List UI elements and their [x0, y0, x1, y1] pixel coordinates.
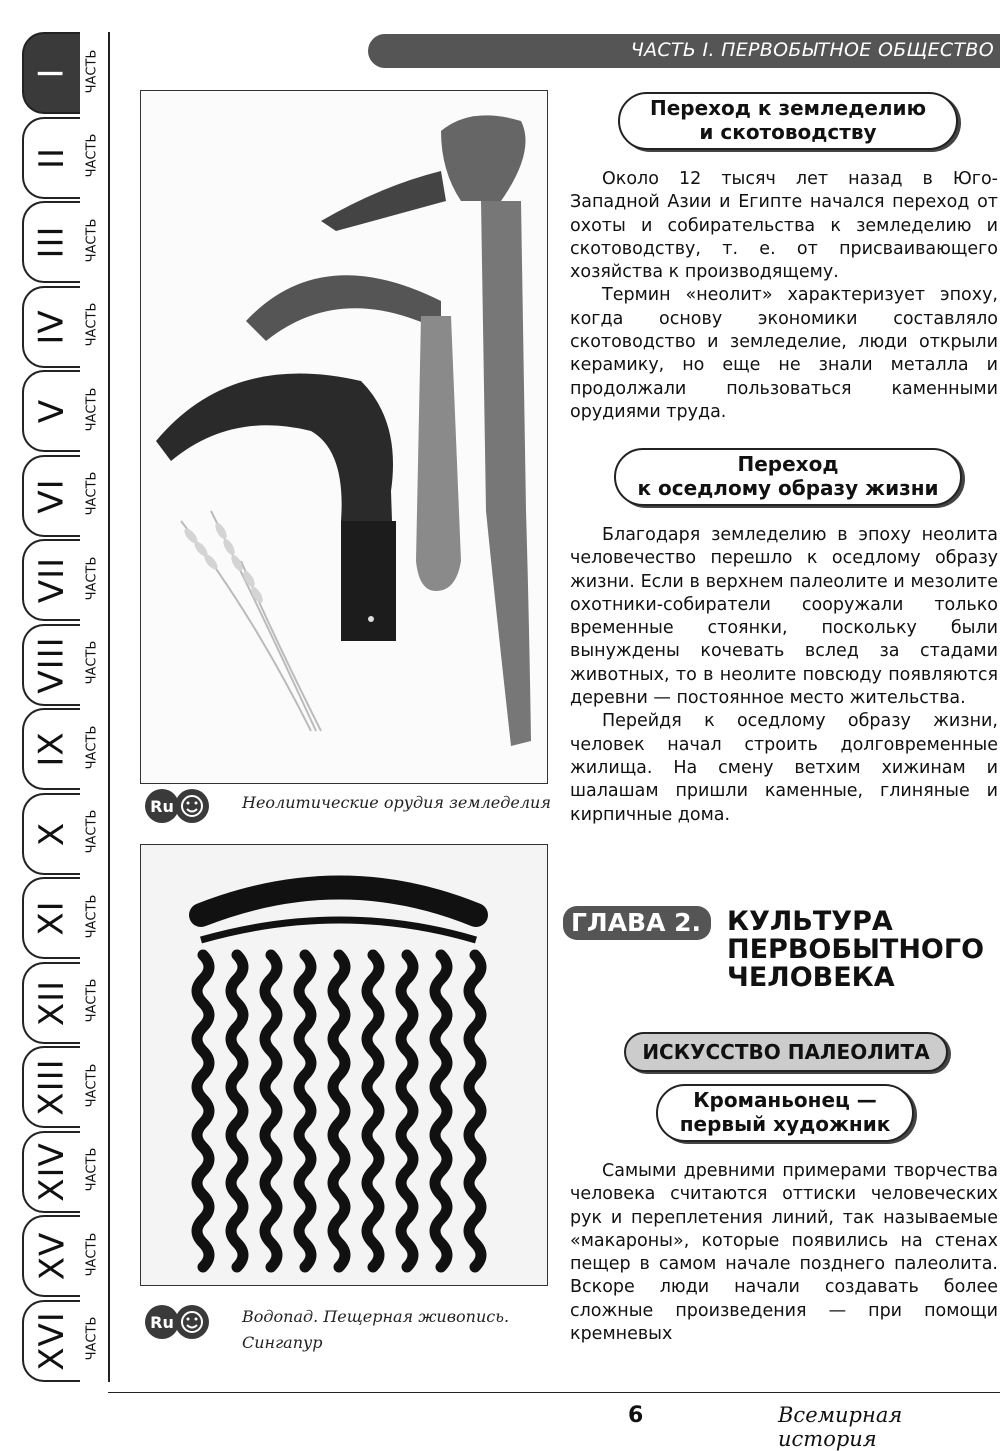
part-tab-label-text: ЧАСТЬ: [84, 1232, 100, 1276]
chapter-title-line: КУЛЬТУРА: [727, 906, 893, 937]
footer-rule: [108, 1392, 1000, 1393]
part-tab-number-text: X: [31, 821, 72, 846]
side-divider: [108, 32, 110, 1382]
part-tab-label: [80, 32, 104, 110]
part-tab-number: [22, 708, 80, 790]
chapter-title: [727, 908, 997, 992]
waterfall-strand: [265, 955, 277, 1267]
part-tab-label-text: ЧАСТЬ: [84, 49, 100, 93]
section-title-farming: [618, 92, 958, 150]
part-tab-label-text: ЧАСТЬ: [84, 1316, 100, 1361]
part-tab-label: [80, 539, 104, 617]
part-tab-label-text: ЧАСТЬ: [84, 302, 100, 347]
part-tab-label-text: ЧАСТЬ: [84, 809, 100, 854]
waterfall-strand: [333, 955, 345, 1267]
chapter-number: [563, 906, 711, 940]
part-tab-number-text: XVI: [32, 1310, 73, 1371]
svg-text:Ru: Ru: [150, 1313, 174, 1332]
fig2-caption-line2: Сингапур: [242, 1333, 323, 1352]
part-tab[interactable]: [22, 1131, 104, 1211]
waterfall-strand: [469, 955, 481, 1267]
part-tab-number-text: I: [32, 67, 72, 79]
part-tab-label: [80, 708, 104, 786]
part-tab-number-text: IX: [31, 731, 72, 767]
part-tab[interactable]: [22, 286, 104, 366]
part-tab-number: [22, 539, 80, 621]
waterfall-strand: [197, 955, 209, 1267]
part-tab[interactable]: [22, 455, 104, 535]
part-tab[interactable]: [22, 539, 104, 619]
part-tab-label-text: ЧАСТЬ: [84, 556, 100, 600]
fig2-caption-line1: Водопад. Пещерная живопись.: [242, 1307, 510, 1326]
cromagnon-text: [570, 1160, 998, 1346]
part-tab[interactable]: [22, 708, 104, 788]
part-tab-number-text: XV: [32, 1231, 72, 1281]
part-tab-label-text: ЧАСТЬ: [84, 1147, 100, 1192]
running-header: [368, 34, 1000, 68]
part-tab-label-text: ЧАСТЬ: [84, 640, 100, 685]
chapter-title-line: ПЕРВОБЫТНОГО: [727, 934, 985, 965]
part-tab-label: [80, 624, 104, 702]
paragraph: Благодаря земледелию в эпоху неолита человечество перешло к оседлому образу жизни. Если в верхнем палеолите и мезолите охотники-собиратели сооружали только временные стоянки, поскольку были вынуждены кочевать вслед за стадами животных, то в неолите повсюду появляются деревни — постоянное место жительства.: [570, 525, 998, 709]
part-tab[interactable]: [22, 877, 104, 957]
section-title-line: Переход: [737, 452, 839, 476]
paragraph: Перейдя к оседлому образу жизни, человек начал строить долговременные жилища. На смену ветхим хижинам и шалашам пришли каменные, глиняные и кирпичные дома.: [570, 711, 998, 825]
chapter-number-text: ГЛАВА 2.: [571, 908, 702, 937]
part-tab[interactable]: [22, 624, 104, 704]
part-tab-label-text: ЧАСТЬ: [84, 133, 100, 178]
section-title-cromagnon: [656, 1084, 914, 1142]
part-tab-label: [80, 877, 104, 955]
waterfall-strand: [435, 955, 447, 1267]
waterfall-strand: [367, 955, 379, 1267]
part-tab-label-text: ЧАСТЬ: [84, 894, 100, 938]
part-tab-label-text: ЧАСТЬ: [84, 387, 100, 431]
part-tab-number: [22, 877, 80, 959]
part-tab-number: [22, 1300, 80, 1382]
part-tab-number: [22, 962, 80, 1044]
part-tab-label: [80, 286, 104, 364]
ru-smiley-icon: [144, 1304, 214, 1340]
part-tab-number-text: II: [32, 146, 72, 169]
paragraph: Термин «неолит» характеризует эпоху, когда основу экономики составляло скотоводство и земледелие, люди открыли керамику, но еще не знали металла и продолжали пользоваться каменными орудиями труда.: [570, 285, 998, 422]
part-tab-number: [22, 286, 80, 368]
part-tab-label: [80, 117, 104, 195]
section-title-line: Кроманьонец —: [693, 1088, 877, 1112]
section-title-line: первый художник: [679, 1112, 891, 1136]
part-tab-number-text: XI: [31, 900, 72, 936]
ru-smiley-icon: [144, 788, 214, 824]
section-label-text: ИСКУССТВО ПАЛЕОЛИТА: [642, 1040, 930, 1064]
part-tab-number: [22, 1131, 80, 1213]
part-tab-number-text: VII: [31, 556, 72, 604]
part-tab-number: [22, 624, 80, 706]
part-tab-number-text: VI: [31, 477, 72, 514]
waterfall-strand: [299, 955, 311, 1267]
waterfall-strand: [231, 955, 243, 1267]
part-tab[interactable]: [22, 370, 104, 450]
part-tab-number: [22, 455, 80, 537]
part-tab-label-text: ЧАСТЬ: [84, 725, 100, 769]
part-tab-label: [80, 962, 104, 1040]
part-tab-number: [22, 117, 80, 199]
part-tab-label-text: ЧАСТЬ: [84, 1063, 100, 1107]
section-title-line: к оседлому образу жизни: [637, 476, 939, 500]
part-tab[interactable]: [22, 117, 104, 197]
part-tab-label: [80, 1215, 104, 1293]
page-number: 6: [628, 1403, 644, 1428]
part-tab-number: [22, 1046, 80, 1128]
part-tab[interactable]: [22, 201, 104, 281]
part-tab-label-text: ЧАСТЬ: [84, 978, 100, 1023]
chapter-title-line: ЧЕЛОВЕКА: [727, 962, 895, 993]
fig1-caption: Неолитические орудия земледелия: [242, 793, 551, 812]
part-tab-number: [22, 370, 80, 452]
part-tab-number-text: XIV: [32, 1141, 73, 1202]
part-tab-number-text: VIII: [32, 635, 72, 694]
settled-text: [570, 524, 998, 827]
part-tab[interactable]: [22, 1046, 104, 1126]
part-tab-number-text: XIII: [32, 1058, 72, 1116]
part-tab[interactable]: [22, 32, 104, 112]
farming-text: [570, 168, 998, 424]
part-tab-number-text: III: [32, 225, 72, 259]
part-tab-number-text: XII: [31, 979, 72, 1026]
part-tab-label: [80, 201, 104, 279]
part-tab-label: [80, 370, 104, 448]
tools-photo: [140, 90, 548, 784]
part-tab[interactable]: [22, 1300, 104, 1380]
part-tab-number: [22, 201, 80, 283]
header-title: ЧАСТЬ I. ПЕРВОБЫТНОЕ ОБЩЕСТВО: [630, 39, 994, 61]
part-tab-number-text: V: [31, 398, 72, 424]
part-tab[interactable]: [22, 1215, 104, 1295]
section-label: [624, 1032, 948, 1072]
section-title-line: Переход к земледелию: [649, 96, 927, 120]
part-tab-label: [80, 1046, 104, 1124]
part-tab-label: [80, 455, 104, 533]
part-tab-number: [22, 1215, 80, 1297]
waterfall-strand: [401, 955, 413, 1267]
paragraph: Около 12 тысяч лет назад в Юго-Западной Азии и Египте начался переход от охоты и собирательства к земледелию и скотоводству, т. е. от присваивающего хозяйства к производящему.: [570, 169, 998, 283]
part-tab-number: [22, 793, 80, 875]
part-tab-label: [80, 793, 104, 871]
part-tab[interactable]: [22, 962, 104, 1042]
part-tab-label: [80, 1131, 104, 1209]
wheat-illustration: [181, 511, 321, 731]
part-tab-label-text: ЧАСТЬ: [84, 471, 100, 516]
section-title-line: и скотоводству: [699, 120, 877, 144]
part-tab-label-text: ЧАСТЬ: [84, 218, 100, 262]
fig2-caption: [242, 1304, 509, 1356]
footer-title: Всемирная история: [778, 1403, 903, 1451]
paragraph: Самыми древними примерами творчества человека считаются оттиски человеческих рук и переплетения линий, так называемые «макароны», которые появились на стенах пещер в самом начале позднего палеолита. Вскоре люди начали создавать более сложные произведения — при помощи кремневых: [570, 1161, 998, 1345]
svg-text:Ru: Ru: [150, 797, 174, 816]
section-title-settled: [614, 448, 962, 506]
part-tab[interactable]: [22, 793, 104, 873]
part-tab-label: [80, 1300, 104, 1378]
part-tab-number: [22, 32, 80, 114]
cave-painting-photo: [140, 844, 548, 1286]
part-tab-number-text: IV: [31, 308, 72, 345]
